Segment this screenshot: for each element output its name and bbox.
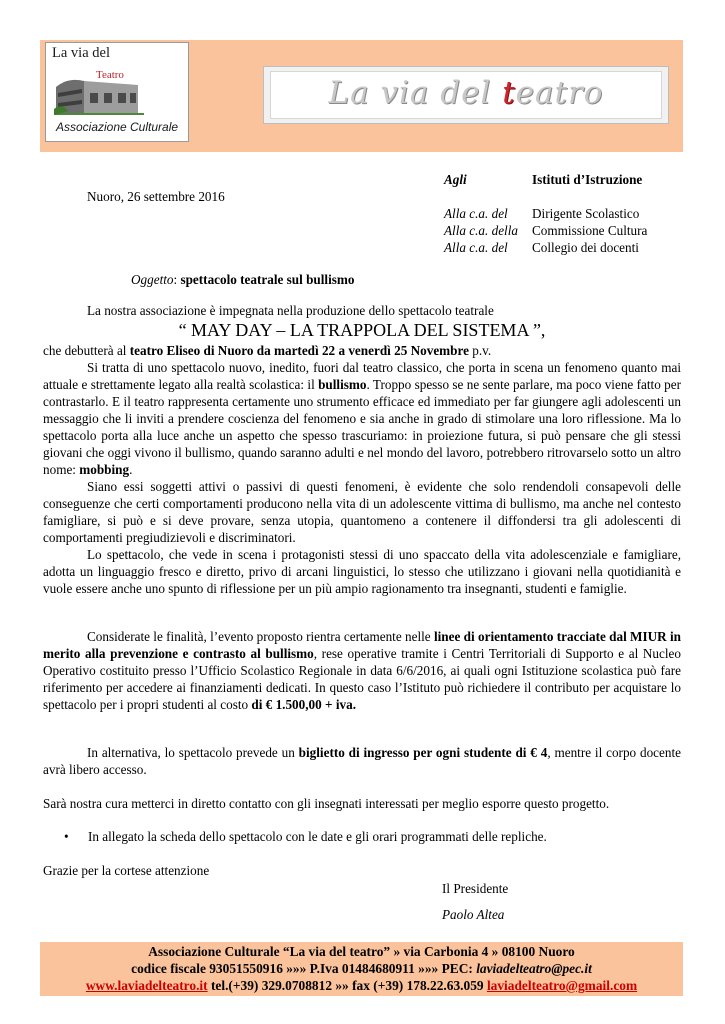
letterhead-footer [40,942,683,996]
footer-pec: laviadelteatro@pec.it [476,961,592,976]
association-logo [45,42,189,142]
footer-address: Associazione Culturale “La via del teatro” » via Carbonia 4 » 08100 Nuoro [148,944,575,959]
debut-line: che debutterà al teatro Eliseo di Nuoro da martedì 22 a venerdì 25 Novembre p.v. [43,343,492,358]
paragraph-funding: Considerate le finalità, l’evento proposto rientra certamente nelle linee di orientamento tracciate dal MIUR in merito alla prevenzione e contrasto al bullismo, rese operative tramite i Centri Territoriali di Supporto e al Nucleo Operativo costituito presso l’Ufficio Scolastico Regionale in data 6/6/2016, ai quali ogni Istituzione scolastica può fare riferimento per accedere ai finanziamenti dedicati. In questo caso l’Istituto può richiedere il contributo per acquistare lo spettacolo per i propri studenti al costo di € 1.500,00 + iva. [43,629,681,712]
paragraph-ticket: In alternativa, lo spettacolo prevede un biglietto di ingresso per ogni studente di € 4, mentre il corpo docente avrà libero accesso. [43,745,681,777]
recipient-value: Dirigente Scolastico [532,206,640,221]
recipient-to-value: Istituti d’Istruzione [532,172,643,187]
recipient-label: Alla c.a. del [444,240,508,255]
title-banner [263,66,669,124]
intro-line: La nostra associazione è impegnata nella produzione dello spettacolo teatrale [87,303,494,318]
logo-theatre-word: Teatro [96,69,124,81]
paragraph-awareness: Siano essi soggetti attivi o passivi di questi fenomeni, è evidente che solo rendendoli consapevoli delle conseguenze che certi comportamenti producono nella vita di un adolescente vittima di bullismo, ma anche nel contesto famigliare, si può e si deve provare, senza utopia, quantomeno a contenere il diffondersi tra gli adolescenti di comportamenti pregiudizievoli e discriminatori. [43,479,681,545]
logo-name: La via del [52,45,110,61]
recipient-label: Alla c.a. della [444,223,518,238]
signature-role: Il Presidente [442,881,509,896]
email-link[interactable]: laviadelteatro@gmail.com [486,978,638,993]
recipient-value: Collegio dei docenti [532,240,639,255]
website-link[interactable]: www.laviadelteatro.it [85,978,208,993]
logo-subtitle: Associazione Culturale [55,120,179,134]
bullet-icon: • [64,829,69,844]
banner-title: La via del teatro [328,75,604,111]
footer-tax-info: codice fiscale 93051550916 »»» P.Iva 01484680911 »»» PEC: laviadelteatro@pec.it [131,961,592,976]
paragraph-contact: Sarà nostra cura metterci in diretto contatto con gli insegnati interessati per meglio esporre questo progetto. [43,796,610,811]
closing-line: Grazie per la cortese attenzione [43,863,210,878]
subject-line: Oggetto: spettacolo teatrale sul bullismo [131,272,355,287]
show-title: “ MAY DAY – LA TRAPPOLA DEL SISTEMA ”, [178,320,546,340]
recipient-value: Commissione Cultura [532,223,648,238]
recipient-to-label: Agli [444,172,467,187]
attachment-note: In allegato la scheda dello spettacolo con le date e gli orari programmati delle repliche. [88,829,547,844]
paragraph-bullying: Si tratta di uno spettacolo nuovo, inedito, fuori dal teatro classico, che porta in scena un fenomeno quanto mai attuale e strettamente legato alla realtà scolastica: il bullismo. Troppo spesso se ne sente parlare, ma poco viene fatto per contrastarlo. E il teatro rappresenta certamente uno strumento efficace ed immediato per far giungere agli adolescenti un messaggio che li inviti a prendere coscienza del fenomeno e sia anche in grado di stimolare una loro riflessione. Ma lo spettacolo porta alla luce anche un aspetto che spesso trascuriamo: in proiezione futura, si può pensare che gli stessi giovani che oggi vivono il bullismo, quando saranno adulti e nel mondo del lavoro, potrebbero ritrovarselo sotto un altro nome: mobbing. [43,360,681,477]
signature-name: Paolo Altea [442,907,505,922]
footer-contacts: www.laviadelteatro.it tel.(+39) 329.0708812 »» fax (+39) 178.22.63.059 laviadelteatro@gmail.com [85,978,638,993]
recipient-label: Alla c.a. del [444,206,508,221]
paragraph-language: Lo spettacolo, che vede in scena i protagonisti stessi di uno spaccato della vita adolescenziale e famigliare, adotta un linguaggio fresco e diretto, privo di arcani linguistici, lo stesso che utilizzano i giovani nella quotidianità e vuole essere anche uno spunto di riflessione per un più ampio ragionamento tra insegnanti, studenti e famiglie. [43,547,681,596]
letter-date: Nuoro, 26 settembre 2016 [87,189,225,204]
